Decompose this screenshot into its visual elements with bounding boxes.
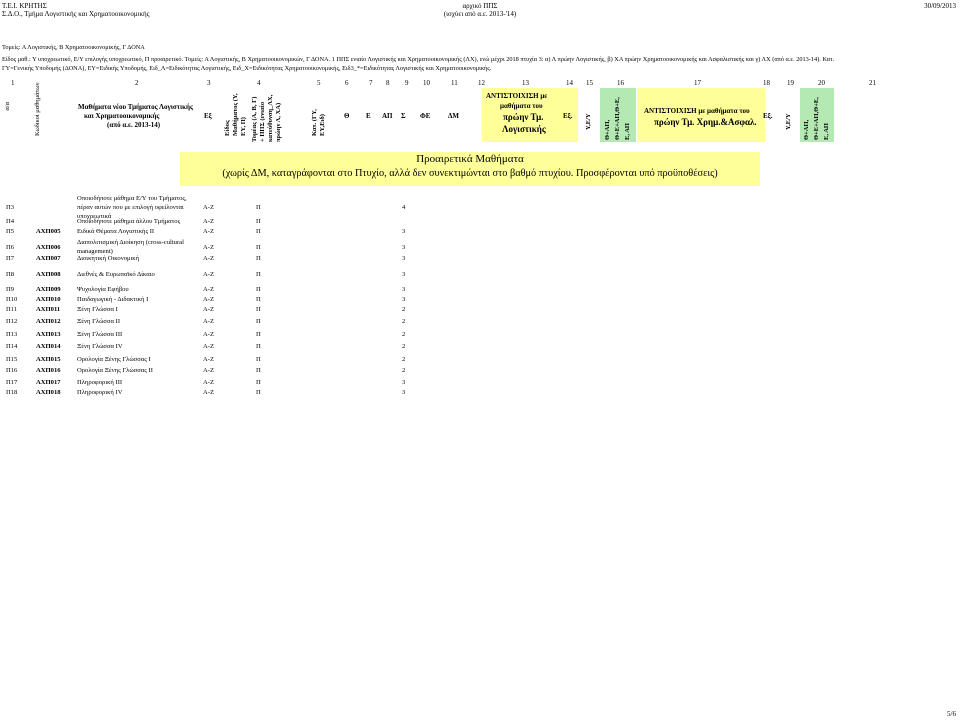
row-course-name: Ξένη Γλώσσα ΙΙΙ [77,331,123,338]
row-aa: Π16 [6,367,18,374]
row-course-name: Διοικητική Οικονομική [77,255,140,262]
column-number: 15 [586,79,593,87]
row-course-name: Πληροφορική IV [77,389,123,396]
row-course-name: υποχρεωτικά [77,213,112,220]
row-exam: Α-Ζ [203,356,214,363]
row-exam: Α-Ζ [203,255,214,262]
row-aa: Π11 [6,306,18,313]
header-correspondence-finance-line1: ΑΝΤΙΣΤΟΙΧΙΣΗ με μαθήματα του [644,107,750,115]
header-category-line2: ΕΥ,Ειδ) [319,114,326,136]
row-type: Π [256,228,261,235]
row-exam: Α-Ζ [203,228,214,235]
column-number: 2 [135,79,139,87]
header-type-accounting: Υ,Ε/Υ [585,113,592,130]
row-exam: Α-Ζ [203,286,214,293]
row-exam: Α-Ζ [203,271,214,278]
column-number: 18 [763,79,770,87]
row-aa: Π7 [6,255,15,262]
header-hours-finance-line2: Θ+Ε+ΑΠ,Θ+Ε, [813,97,820,140]
row-credits: 3 [402,255,406,262]
row-credits: 2 [402,343,406,350]
header-hours-accounting-line3: Ε, ΑΠ [624,123,631,140]
row-code: ΑΧΠ018 [36,389,61,396]
header-aa: α/α [4,102,11,111]
row-code: ΑΧΠ005 [36,228,61,235]
header-sector-line2: + ΠΠΣ (ενιαίο [259,101,266,142]
row-credits: 2 [402,318,406,325]
row-aa: Π3 [6,204,15,211]
row-code: ΑΧΠ013 [36,331,61,338]
row-type: Π [256,367,261,374]
row-aa: Π5 [6,228,15,235]
column-number: 12 [478,79,485,87]
row-course-name: Ξένη Γλώσσα Ι [77,306,118,313]
header-new-courses-line2: και Χρηματοοικονομικής [84,112,160,120]
row-exam: Α-Ζ [203,318,214,325]
department-name: Σ.Δ.Ο., Τμήμα Λογιστικής και Χρηματοοικονομικής [2,10,150,18]
row-type: Π [256,306,261,313]
row-exam: Α-Ζ [203,243,214,251]
row-type: Π [256,255,261,262]
row-credits: 3 [402,243,406,251]
row-type: Π [256,243,261,251]
row-course-name: management) [77,248,113,255]
row-aa: Π14 [6,343,18,350]
curriculum-title: αρχικό ΠΠΣ [462,2,498,10]
header-hours-finance-line1: Θ+ΑΠ, [803,119,810,140]
row-code: ΑΧΠ012 [36,318,61,325]
header-workload: ΦΕ [420,112,431,120]
section-title: Προαιρετικά Μαθήματα [416,153,524,165]
header-code: Κωδικοί μαθημάτων [34,82,41,136]
row-course-name: Ορολογία Ξένης Γλώσσας Ι [77,356,151,363]
row-aa: Π10 [6,296,18,303]
column-number: 19 [787,79,794,87]
row-credits: 3 [402,228,406,235]
column-number: 7 [369,79,373,87]
row-course-name: Διεθνές & Ευρωπαϊκό Δίκαιο [77,271,155,278]
section-subtitle: (χωρίς ΔΜ, καταγράφονται στο Πτυχίο, αλλά δεν συνεκτιμώνται στο βαθμό πτυχίου. Προσφέρονται υπό προϋποθέσεις) [222,168,718,179]
column-number: 13 [522,79,529,87]
institution-name: Τ.Ε.Ι. ΚΡΗΤΗΣ [2,2,47,10]
document-date: 30/09/2013 [924,2,956,10]
page-number: 5/6 [947,710,956,718]
header-sector-line4: πρώην Λ, ΧΑ) [275,102,282,142]
row-type: Π [256,356,261,363]
row-exam: Α-Ζ [203,389,214,396]
row-type: Π [256,389,261,396]
row-exam: Α-Ζ [203,367,214,374]
header-hours-finance-line3: Ε, ΑΠ [823,123,830,140]
row-type: Π [256,379,261,386]
row-aa: Π12 [6,318,18,325]
header-sector-line3: κατεύθυνση_ΛΧ, [267,94,274,142]
header-exam-finance: Εξ. [763,112,773,120]
row-type: Π [256,286,261,293]
row-credits: 2 [402,356,406,363]
row-course-name: Παιδαγωγική - Διδακτική Ι [77,296,149,303]
row-course-name: Ειδικά Θέματα Λογιστικής ΙΙ [77,228,155,235]
row-aa: Π6 [6,243,15,251]
row-code: ΑΧΠ011 [36,306,61,313]
row-code: ΑΧΠ010 [36,296,61,303]
row-credits: 3 [402,379,406,386]
row-exam: Α-Ζ [203,306,214,313]
row-credits: 3 [402,286,406,293]
row-code: ΑΧΠ016 [36,367,61,374]
curriculum-validity: (ισχύει από α.ε. 2013-'14) [443,10,517,18]
header-exercise: Ε [366,112,371,120]
row-type: Π [256,331,261,338]
column-number: 17 [694,79,701,87]
categories-note: ΓΥ=Γενικής Υποδομής (ΔΟΝΑ), ΕΥ=Ειδικής Υποδομής, Ειδ_Λ=Ειδικότητας Λογιστικής, Ειδ_Χ=Ειδικότητας Χρηματοοικονομικής, Ειδ3_*=Ειδικότητας Λογιστικής και Χρηματοοικονομικής. [2,65,492,72]
row-course-name: Οποιοδήποτε μάθημα άλλου Τμήματος [77,218,181,225]
column-number: 3 [207,79,211,87]
header-s: Σ [401,112,406,120]
column-number: 5 [317,79,321,87]
column-number: 11 [451,79,458,87]
column-number: 8 [386,79,390,87]
column-number: 6 [345,79,349,87]
header-hours-accounting-line1: Θ+ΑΠ, [604,119,611,140]
row-type: Π [256,218,261,225]
header-sector-line1: Τομέας (Α, Β, Γ) [251,96,258,142]
row-course-name: Ψυχολογία Εφήβου [77,286,129,293]
course-types-note: Είδος μαθ.: Υ υποχρεωτικό, Ε/Υ επιλογής υποχρεωτικό, Π προαιρετικό. Τομείς: Α Λογιστικής, Β Χρηματοοικονομικών, Γ ΔΟΝΑ. 1 ΠΠΣ ενιαίο Λογιστικής και Χρηματοοικονομικής (ΛΧ), ενώ μέχρι 2018 πτυχία 3: α) Λ πρώην Λογιστικής, β) ΧΑ πρώην Χρηματοοικονομικής και Ασφαλιστικής και γ) ΛΧ (από α.ε. 2013-14). Κατ. [2,56,835,63]
row-code: ΑΧΠ015 [36,356,61,363]
header-correspondence-accounting-line4: Λογιστικής [502,124,546,134]
row-exam: Α-Ζ [203,379,214,386]
row-course-name: Ξένη Γλώσσα ΙV [77,343,123,350]
row-aa: Π4 [6,218,15,225]
row-course-name: Ορολογία Ξένης Γλώσσας ΙΙ [77,367,153,374]
column-number: 20 [818,79,825,87]
header-correspondence-finance-line2: πρώην Τμ. Χρημ.&Ασφαλ. [654,117,757,127]
row-type: Π [256,318,261,325]
row-type: Π [256,271,261,278]
row-course-name: πέραν αυτών που με επιλογή οφείλονται [77,204,184,211]
sectors-note: Τομείς: Α Λογιστικής, Β Χρηματοοικονομικής, Γ ΔΟΝΑ [2,44,145,51]
column-number: 14 [566,79,573,87]
header-type-finance: Υ,Ε/Υ [785,113,792,130]
row-code: ΑΧΠ009 [36,286,61,293]
header-type-line1: Είδος [224,120,231,136]
row-exam: Α-Ζ [203,296,214,303]
column-number: 16 [617,79,624,87]
row-exam: Α-Ζ [203,204,214,211]
row-course-name: Πληροφορική ΙΙΙ [77,379,123,386]
row-type: Π [256,204,261,211]
header-correspondence-accounting-line1: ΑΝΤΙΣΤΟΙΧΙΣΗ με [486,92,548,100]
row-credits: 3 [402,389,406,396]
row-credits: 2 [402,331,406,338]
column-number: 10 [423,79,430,87]
row-credits: 3 [402,271,406,278]
column-number: 1 [11,79,15,87]
row-credits: 2 [402,306,406,313]
header-correspondence-accounting-line3: πρώην Τμ. [503,112,544,122]
row-exam: Α-Ζ [203,218,214,225]
row-code: ΑΧΠ007 [36,255,61,262]
header-type-line2: Μαθήματος (Υ, [232,93,239,136]
column-number: 4 [257,79,261,87]
row-aa: Π17 [6,379,18,386]
row-course-name: Οποιοδήποτε μάθημα Ε/Υ του Τμήματος, [77,195,187,202]
row-aa: Π13 [6,331,18,338]
row-aa: Π8 [6,271,15,278]
header-category-line1: Κατ. (ΓΥ, [311,109,318,136]
row-code: ΑΧΠ017 [36,379,61,386]
header-theory: Θ [344,112,350,120]
row-exam: Α-Ζ [203,343,214,350]
row-credits: 3 [402,296,406,303]
header-type-line3: ΕΥ, Π) [240,117,247,136]
row-aa: Π18 [6,389,18,396]
row-code: ΑΧΠ008 [36,271,61,278]
header-hours-accounting-line2: Θ+Ε+ΑΠ,Θ+Ε, [614,97,621,140]
row-type: Π [256,343,261,350]
header-credits: ΔΜ [448,112,459,120]
correspondence-finance-header-bg [637,88,765,142]
row-credits: 4 [402,204,406,211]
row-type: Π [256,296,261,303]
column-number: 9 [405,79,409,87]
column-number: 21 [869,79,876,87]
header-lab: ΑΠ [382,112,393,120]
header-correspondence-accounting-line2: μαθήματα του [500,102,543,110]
header-exam: Εξ [204,112,212,120]
row-course-name: Ξένη Γλώσσα ΙΙ [77,318,121,325]
row-code: ΑΧΠ014 [36,343,61,350]
header-new-courses-line3: (από α.ε. 2013-14) [107,121,161,129]
header-new-courses-line1: Μαθήματα νέου Τμήματος Λογιστικής [78,103,193,111]
header-exam-accounting: Εξ. [563,112,573,120]
row-credits: 2 [402,367,406,374]
row-aa: Π15 [6,356,18,363]
row-course-name: Διαπολιτισμική Διοίκηση (cross-cultural [77,239,184,246]
row-aa: Π9 [6,286,15,293]
row-exam: Α-Ζ [203,331,214,338]
row-code: ΑΧΠ006 [36,243,61,251]
